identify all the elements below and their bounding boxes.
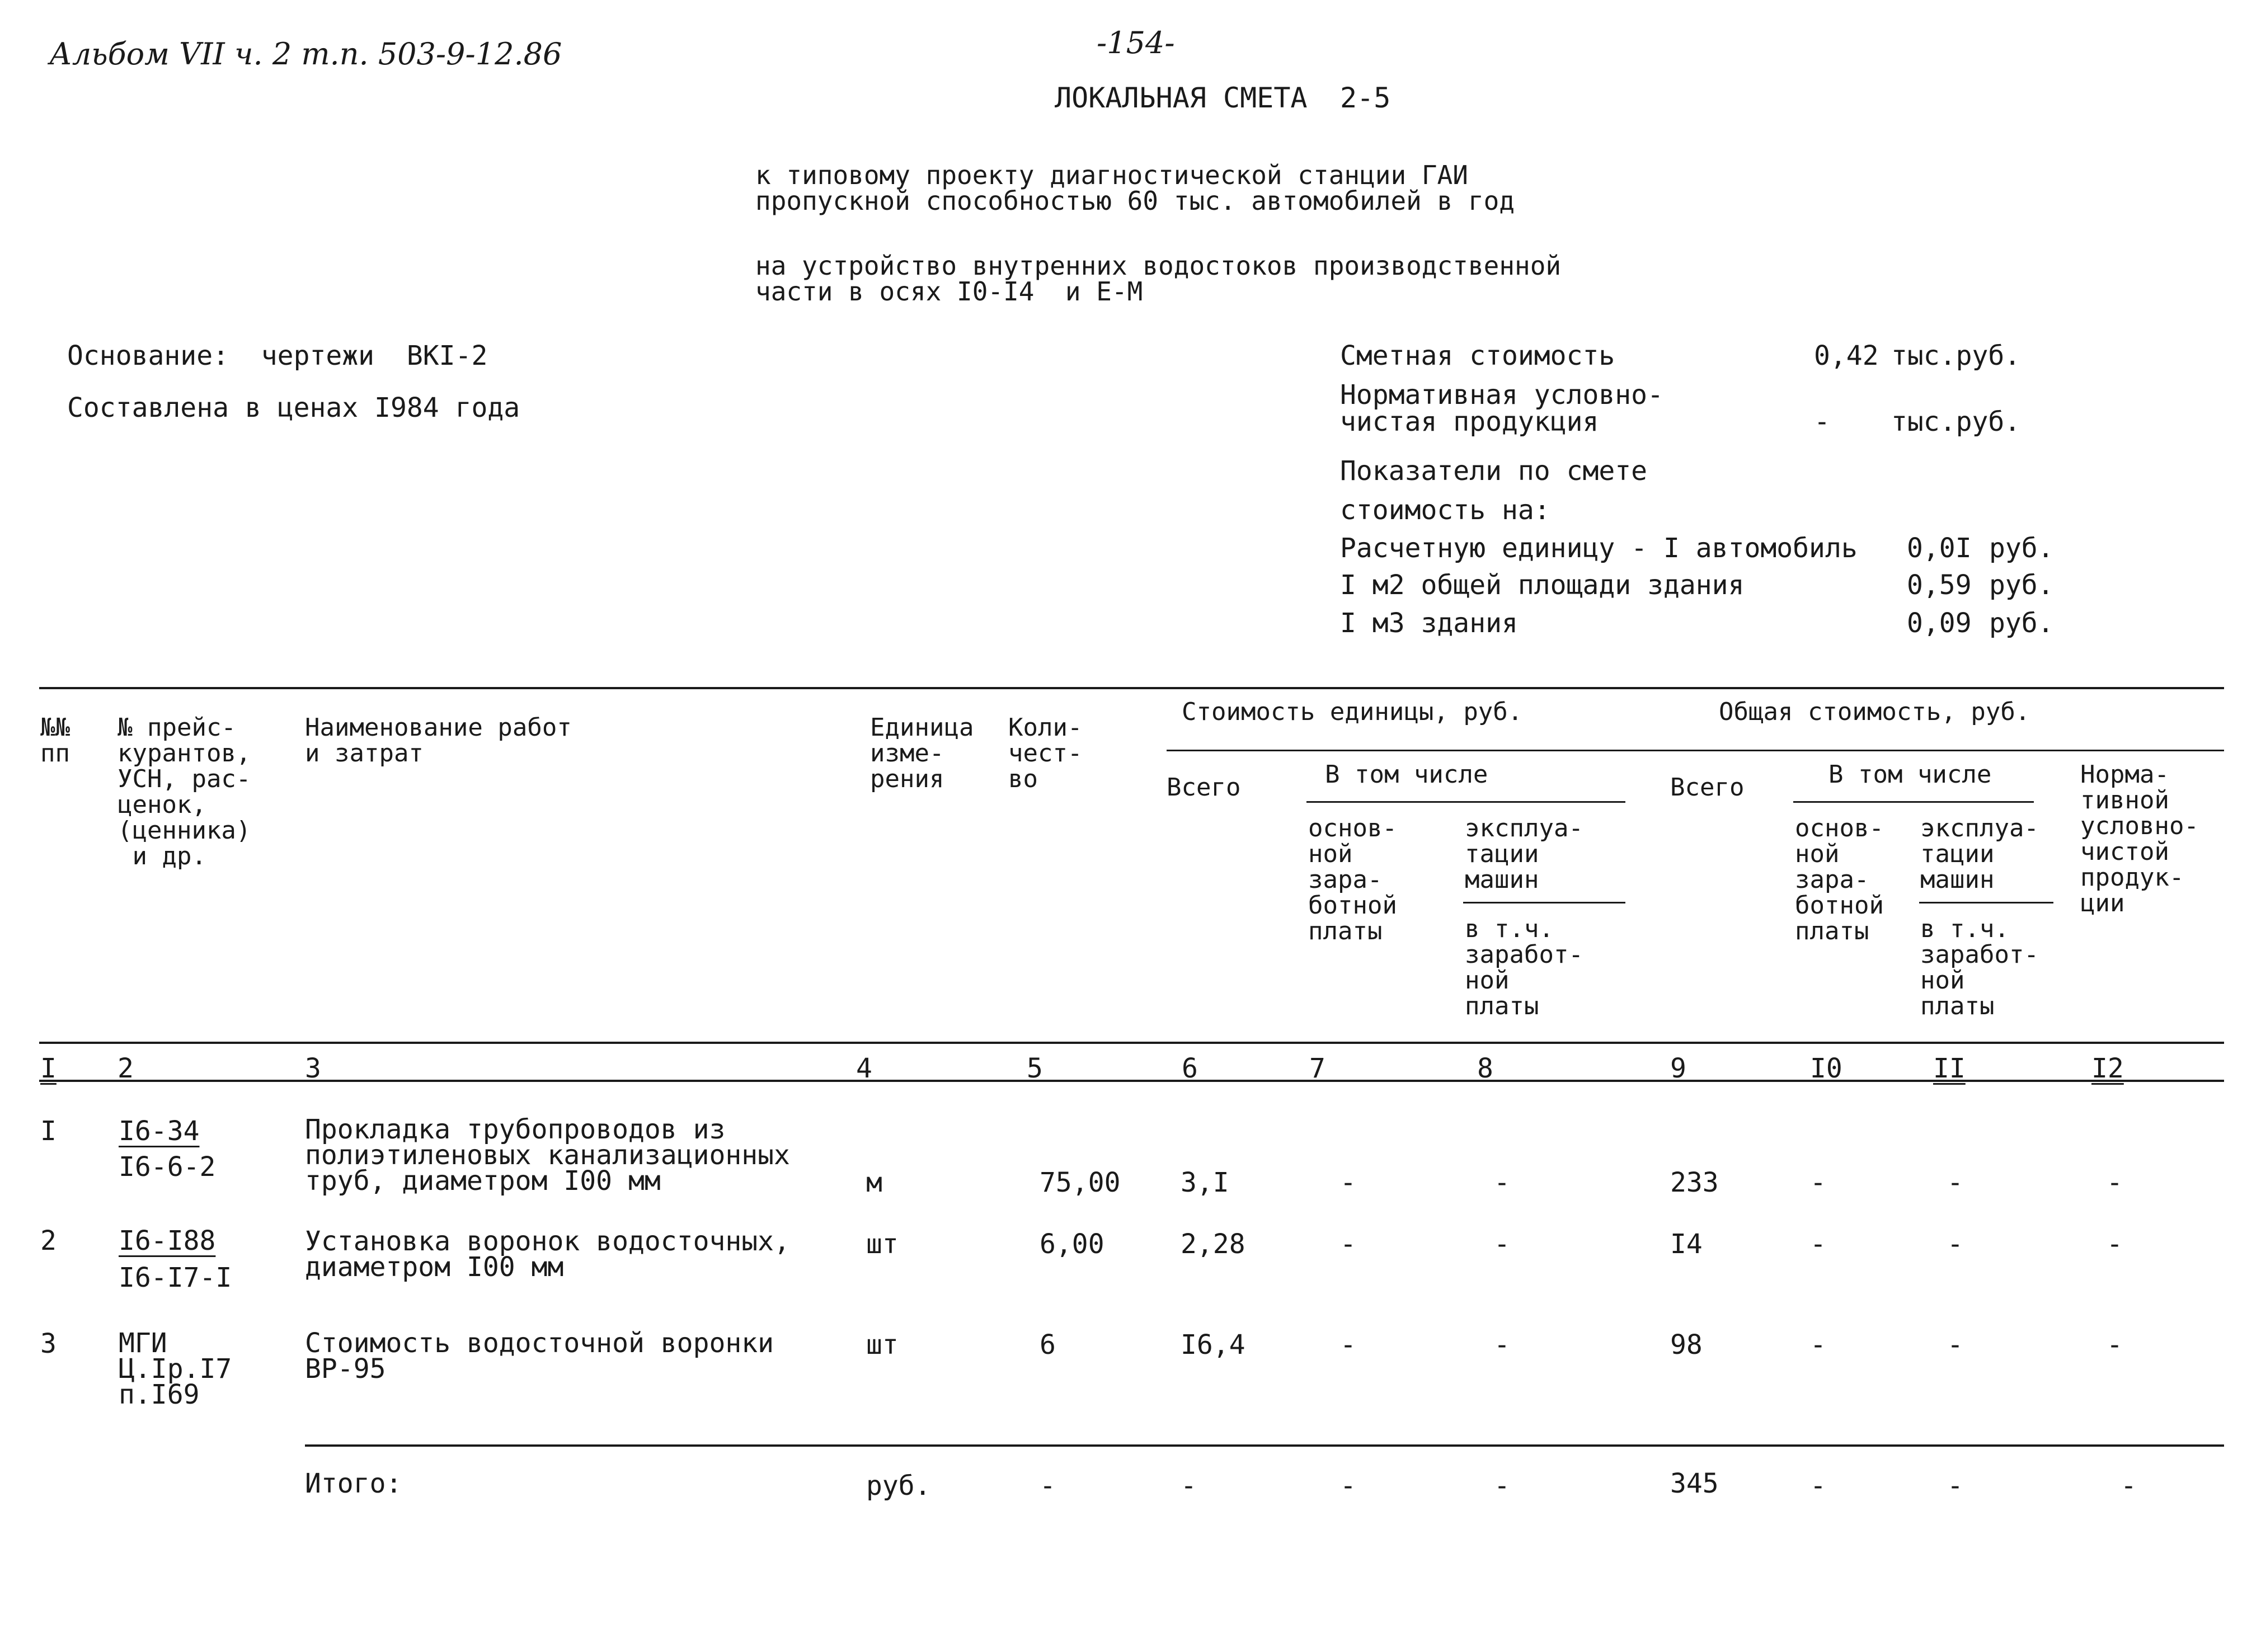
row-unit-wages: - <box>1340 1329 1356 1361</box>
row-unit: шт <box>866 1329 899 1361</box>
row-code-bottom: I6-6-2 <box>119 1151 216 1183</box>
header-price-code: № прейс- курантов, УСН, рас- ценок, (ценника) и др. <box>117 713 251 870</box>
row-total-wages: - <box>1810 1229 1826 1260</box>
row-normative: - <box>2107 1229 2123 1260</box>
norm-unit: тыс.руб. <box>1891 406 2021 437</box>
row-name: Установка воронок водосточных, диаметром I00 мм <box>305 1226 790 1283</box>
row-name: Стоимость водосточной воронки ВР-95 <box>305 1328 774 1385</box>
row-code-bottom: МГИ Ц.Iр.I7 п.I69 <box>119 1328 232 1410</box>
column-number: 8 <box>1477 1053 1493 1084</box>
row-total-machines: - <box>1947 1329 1963 1361</box>
row-number: I <box>40 1116 57 1147</box>
subtitle-line-4: части в осях I0-I4 и Е-М <box>755 276 1143 307</box>
header-work-name: Наименование работ и затрат <box>305 713 572 768</box>
row-unit-total: 2,28 <box>1181 1229 1245 1260</box>
row-name: Прокладка трубопроводов из полиэтиленовых канализационных труб, диаметром I00 мм <box>305 1114 790 1197</box>
total-wages: - <box>1810 1470 1826 1502</box>
total-unit-wages: - <box>1340 1470 1356 1502</box>
row-unit-wages: - <box>1340 1167 1356 1198</box>
total-label: Итого: <box>305 1468 402 1499</box>
header-unit: Единица изме- рения <box>870 713 974 793</box>
indicator-label: Расчетную единицу - I автомобиль <box>1340 533 1858 564</box>
header-normative: Норма- тивной условно- чистой продук- ции <box>2080 760 2199 917</box>
header-total-all: Всего <box>1670 773 1745 802</box>
indicators-label-1: Показатели по смете <box>1340 455 1648 487</box>
indicators-label-2: стоимость на: <box>1340 495 1550 526</box>
header-total-cost: Общая стоимость, руб. <box>1719 698 2030 726</box>
document-title: ЛОКАЛЬНАЯ СМЕТА <box>1055 82 1308 114</box>
row-total-wages: - <box>1810 1329 1826 1361</box>
total-machines: - <box>1947 1470 1963 1502</box>
column-number: 7 <box>1309 1053 1325 1084</box>
unit-machine-rule <box>1463 902 1625 903</box>
column-number: 9 <box>1670 1053 1686 1084</box>
column-number: I <box>40 1053 57 1084</box>
row-unit-machines: - <box>1494 1329 1510 1361</box>
header-total-incl: В том числе <box>1828 760 1992 789</box>
indicator-label: I м2 общей площади здания <box>1340 570 1745 601</box>
row-unit-total: I6,4 <box>1181 1329 1245 1361</box>
album-note: Альбом VII ч. 2 т.п. 503-9-12.86 <box>49 36 562 72</box>
total-sum: 345 <box>1670 1468 1719 1499</box>
indicator-unit: руб. <box>1989 570 2054 601</box>
row-unit-machines: - <box>1494 1167 1510 1198</box>
indicator-value: 0,59 <box>1907 570 1972 601</box>
total-normative: - <box>2121 1470 2137 1502</box>
norm-label-2: чистая продукция <box>1340 406 1599 437</box>
header-unit-machines: эксплуа- тации машин <box>1465 814 1583 894</box>
column-number: 6 <box>1182 1053 1198 1084</box>
indicator-label: I м3 здания <box>1340 608 1518 639</box>
row-code-bottom: I6-I7-I <box>119 1262 232 1293</box>
cost-label: Сметная стоимость <box>1340 340 1615 371</box>
header-quantity: Коли- чест- во <box>1008 713 1083 793</box>
column-number: 4 <box>856 1053 872 1084</box>
row-total-machines: - <box>1947 1229 1963 1260</box>
header-total-wages: основ- ной зара- ботной платы <box>1795 814 1884 945</box>
table-top-rule <box>39 687 2224 689</box>
subtitle-line-3: на устройство внутренних водостоков производственной <box>755 251 1562 281</box>
page-number: -154- <box>1097 25 1175 60</box>
total-unit-total: - <box>1181 1470 1197 1502</box>
header-row-number: №№ пп <box>40 713 70 768</box>
row-number: 2 <box>40 1225 57 1256</box>
header-total-machines: эксплуа- тации машин <box>1920 814 2039 894</box>
cost-group-rule <box>1167 750 2224 751</box>
header-unit-wages: основ- ной зара- ботной платы <box>1308 814 1397 945</box>
subtitle-line-1: к типовому проекту диагностической станции ГАИ <box>755 160 1468 190</box>
header-unit-machines-wages: в т.ч. заработ- ной платы <box>1465 915 1583 1020</box>
indicator-unit: руб. <box>1989 608 2054 639</box>
total-subgroup-rule <box>1793 801 2034 803</box>
column-number: I0 <box>1810 1053 1842 1084</box>
unit-subgroup-rule <box>1306 801 1625 803</box>
row-number: 3 <box>40 1328 57 1359</box>
row-unit-machines: - <box>1494 1229 1510 1260</box>
document-number: 2-5 <box>1340 82 1391 114</box>
column-numbers-rule <box>39 1080 2224 1082</box>
row-total-machines: - <box>1947 1167 1963 1198</box>
row-unit: м <box>866 1167 882 1198</box>
basis-text: Основание: чертежи ВКI-2 <box>67 340 488 371</box>
header-unit-cost: Стоимость единицы, руб. <box>1182 698 1523 726</box>
row-quantity: 6,00 <box>1040 1229 1104 1260</box>
indicator-value: 0,0I <box>1907 533 1972 564</box>
row-total-wages: - <box>1810 1167 1826 1198</box>
norm-value: - <box>1814 406 1830 437</box>
prices-text: Составлена в ценах I984 года <box>67 392 520 423</box>
column-number: 2 <box>117 1053 134 1084</box>
header-unit-incl: В том числе <box>1325 760 1488 789</box>
subtitle-line-2: пропускной способностью 60 тыс. автомобилей в год <box>755 186 1515 216</box>
column-number: I2 <box>2091 1053 2124 1084</box>
indicator-unit: руб. <box>1989 533 2054 564</box>
column-number: 5 <box>1027 1053 1043 1084</box>
total-unit: руб. <box>866 1470 931 1502</box>
norm-label-1: Нормативная условно- <box>1340 379 1663 411</box>
header-bottom-rule <box>39 1042 2224 1044</box>
total-machine-rule <box>1919 902 2053 903</box>
header-total-machines-wages: в т.ч. заработ- ной платы <box>1920 915 2039 1020</box>
column-number: 3 <box>305 1053 321 1084</box>
row-total: 98 <box>1670 1329 1703 1361</box>
cost-value: 0,42 <box>1814 340 1879 371</box>
indicator-value: 0,09 <box>1907 608 1972 639</box>
total-separator-rule <box>305 1444 2224 1447</box>
total-quantity: - <box>1040 1470 1056 1502</box>
row-total: I4 <box>1670 1229 1703 1260</box>
row-quantity: 6 <box>1040 1329 1056 1361</box>
row-total: 233 <box>1670 1167 1719 1198</box>
row-unit-wages: - <box>1340 1229 1356 1260</box>
header-unit-total: Всего <box>1167 773 1241 802</box>
row-code-top: I6-I88 <box>119 1225 216 1256</box>
row-code-top: I6-34 <box>119 1116 200 1147</box>
total-unit-machines: - <box>1494 1470 1510 1502</box>
row-quantity: 75,00 <box>1040 1167 1121 1198</box>
column-number: II <box>1933 1053 1966 1084</box>
cost-unit: тыс.руб. <box>1891 340 2021 371</box>
row-normative: - <box>2107 1167 2123 1198</box>
row-normative: - <box>2107 1329 2123 1361</box>
row-unit: шт <box>866 1229 899 1260</box>
row-unit-total: 3,I <box>1181 1167 1229 1198</box>
